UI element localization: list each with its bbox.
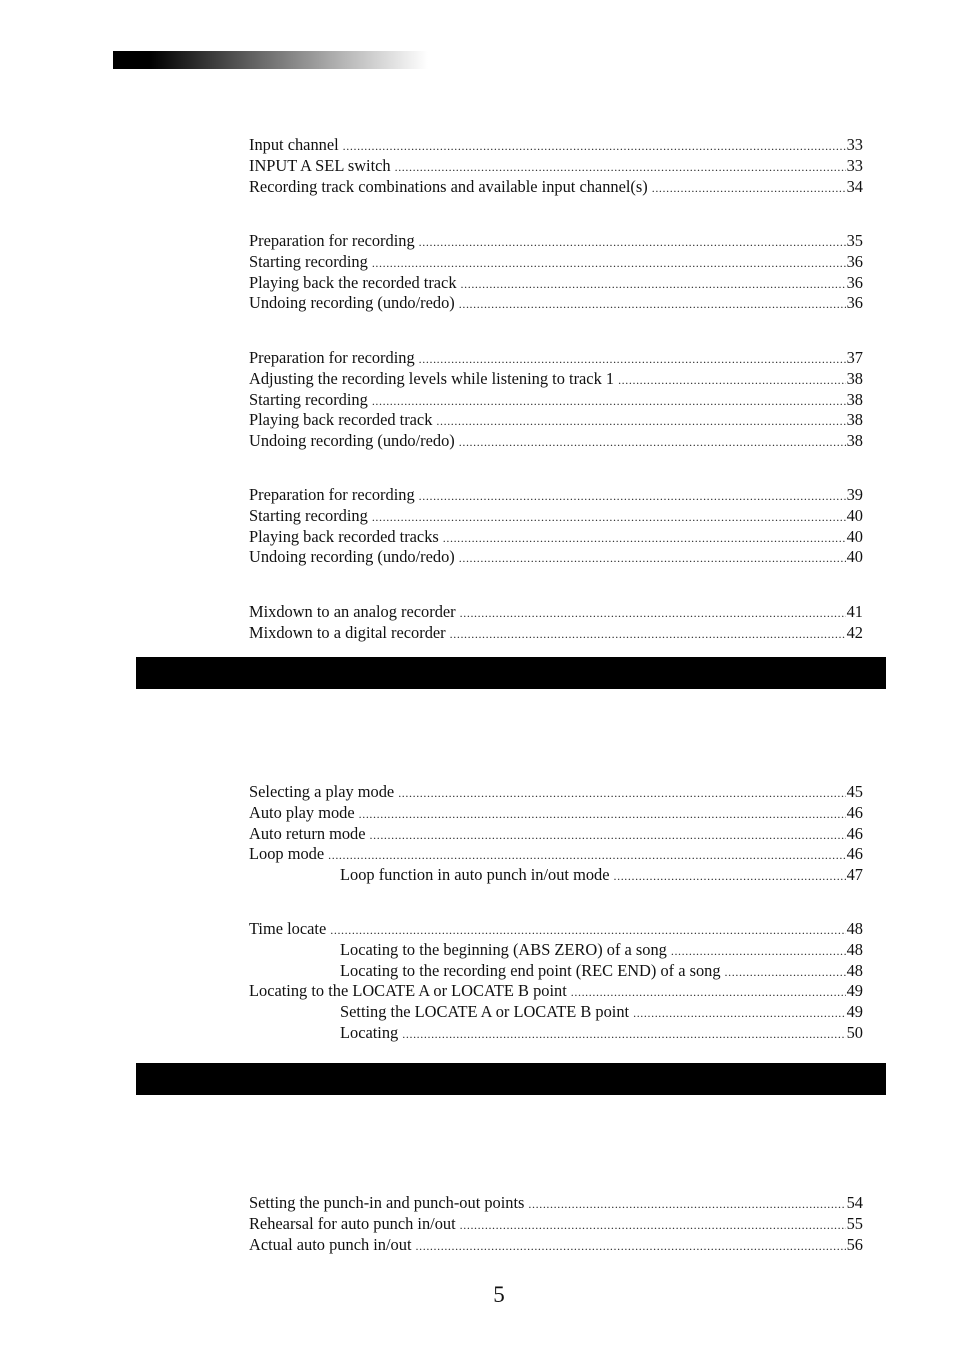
dot-leader — [571, 982, 846, 1003]
toc-entry — [249, 485, 863, 506]
toc-entry-page: 45 — [846, 782, 863, 801]
toc-entry-page: 48 — [846, 919, 863, 938]
toc-entry-page: 56 — [846, 1234, 863, 1254]
toc-entry — [249, 1235, 863, 1256]
toc-entry-title: Undoing recording (undo/redo) — [249, 547, 455, 567]
toc-entry-page: 54 — [846, 1193, 863, 1212]
toc-entry-title: Recording track combinations and available input channel(s) — [249, 176, 648, 196]
dot-leader — [330, 920, 845, 941]
toc-entry — [249, 293, 863, 314]
toc-entry-title: Locating to the beginning (ABS ZERO) of a song — [340, 939, 667, 959]
toc-entry-title: Undoing recording (undo/redo) — [249, 293, 455, 313]
toc-entry — [249, 252, 863, 273]
dot-leader — [402, 1024, 845, 1045]
toc-entry — [249, 782, 863, 803]
toc-entry-page: 36 — [846, 272, 863, 292]
toc-entry-title: Loop mode — [249, 844, 325, 864]
toc-entry-title: Adjusting the recording levels while listening to track 1 — [249, 368, 615, 388]
toc-entry — [249, 527, 863, 548]
toc-entry-title: Mixdown to a digital recorder — [249, 622, 446, 642]
toc-subentry — [249, 940, 863, 961]
toc-entry — [249, 506, 863, 527]
dot-leader — [460, 1215, 846, 1236]
toc-entry-page: 55 — [846, 1213, 863, 1233]
dot-leader — [459, 548, 846, 569]
toc-entry-page: 40 — [846, 526, 863, 546]
toc-entry-title: Playing back recorded tracks — [249, 526, 439, 546]
toc-group — [249, 135, 863, 197]
toc-group — [249, 1193, 863, 1255]
dot-leader — [416, 1236, 846, 1257]
toc-entry-title: Playing back the recorded track — [249, 272, 457, 292]
toc-entry-title: Auto play mode — [249, 802, 355, 822]
toc-entry-title: Time locate — [249, 919, 327, 938]
toc-entry-page: 49 — [846, 981, 863, 1001]
toc-entry-page: 34 — [846, 176, 863, 196]
toc-group — [249, 231, 863, 314]
dot-leader — [395, 157, 846, 178]
toc-entry — [249, 623, 863, 644]
toc-group — [249, 782, 863, 886]
dot-leader — [633, 1003, 846, 1024]
toc-entry-page: 40 — [846, 547, 863, 567]
toc-entry-page: 49 — [846, 1002, 863, 1022]
toc-entry-page: 38 — [846, 431, 863, 451]
dot-leader — [450, 624, 846, 645]
toc-entry — [249, 1214, 863, 1235]
toc-entry-page: 39 — [846, 485, 863, 504]
toc-subentry — [249, 1002, 863, 1023]
dot-leader — [398, 783, 845, 804]
toc-entry-title: Setting the punch-in and punch-out points — [249, 1193, 525, 1212]
dot-leader — [671, 941, 846, 962]
section-heading-bar — [136, 1063, 886, 1095]
toc-entry-title: Locating to the recording end point (REC END) of a song — [340, 960, 721, 980]
toc-entry — [249, 390, 863, 411]
toc-entry-title: Undoing recording (undo/redo) — [249, 431, 455, 451]
toc-subentry — [249, 865, 863, 886]
toc-entry — [249, 803, 863, 824]
toc-entry-page: 38 — [846, 368, 863, 388]
toc-entry — [249, 348, 863, 369]
toc-entry — [249, 981, 863, 1002]
dot-leader — [419, 349, 846, 370]
section-heading-bar — [136, 657, 886, 689]
toc-entry — [249, 369, 863, 390]
dot-leader — [459, 432, 846, 453]
toc-entry-title: Auto return mode — [249, 823, 366, 843]
toc-entry — [249, 547, 863, 568]
toc-entry-page: 41 — [846, 602, 863, 621]
toc-entry — [249, 231, 863, 252]
dot-leader — [436, 411, 845, 432]
toc-entry-title: Preparation for recording — [249, 231, 415, 250]
dot-leader — [461, 274, 846, 295]
toc-entry-page: 38 — [846, 389, 863, 409]
toc-entry — [249, 431, 863, 452]
toc-entry-page: 33 — [846, 135, 863, 154]
toc-entry-title: Rehearsal for auto punch in/out — [249, 1213, 456, 1233]
dot-leader — [459, 294, 846, 315]
toc-entry-title: Starting recording — [249, 505, 368, 525]
dot-leader — [419, 232, 846, 253]
dot-leader — [528, 1194, 845, 1215]
dot-leader — [343, 136, 846, 157]
toc-entry-page: 42 — [846, 622, 863, 642]
toc-entry-page: 46 — [846, 823, 863, 843]
toc-entry — [249, 177, 863, 198]
toc-entry-page: 46 — [846, 802, 863, 822]
toc-entry-title: Locating — [340, 1022, 399, 1042]
toc-entry-title: Playing back recorded track — [249, 410, 433, 430]
toc-entry-page: 36 — [846, 293, 863, 313]
dot-leader — [328, 845, 845, 866]
toc-entry-page: 46 — [846, 844, 863, 864]
dot-leader — [460, 603, 846, 624]
dot-leader — [372, 507, 846, 528]
toc-entry-title: Mixdown to an analog recorder — [249, 602, 456, 621]
toc-entry-page: 48 — [846, 939, 863, 959]
toc-entry — [249, 602, 863, 623]
toc-group — [249, 602, 863, 644]
toc-entry-page: 36 — [846, 251, 863, 271]
toc-entry — [249, 156, 863, 177]
toc-entry-title: Actual auto punch in/out — [249, 1234, 412, 1254]
dot-leader — [372, 253, 846, 274]
toc-subentry — [249, 1023, 863, 1044]
toc-entry-page: 38 — [846, 410, 863, 430]
toc-entry — [249, 410, 863, 431]
toc-entry-title: Preparation for recording — [249, 485, 415, 504]
toc-group — [249, 919, 863, 1044]
header-gradient-bar — [113, 51, 428, 69]
dot-leader — [614, 866, 846, 887]
dot-leader — [359, 804, 846, 825]
dot-leader — [419, 486, 846, 507]
toc-entry-title: Starting recording — [249, 389, 368, 409]
dot-leader — [652, 178, 846, 199]
toc-entry-page: 47 — [846, 865, 863, 885]
dot-leader — [370, 825, 846, 846]
dot-leader — [725, 962, 846, 983]
toc-entry — [249, 824, 863, 845]
toc-entry-title: Preparation for recording — [249, 348, 415, 367]
toc-entry-title: Loop function in auto punch in/out mode — [340, 865, 610, 885]
toc-entry — [249, 135, 863, 156]
toc-subentry — [249, 961, 863, 982]
dot-leader — [443, 528, 846, 549]
toc-entry-page: 33 — [846, 155, 863, 175]
dot-leader — [618, 370, 846, 391]
toc-entry-title: Input channel — [249, 135, 339, 154]
toc-entry-page: 37 — [846, 348, 863, 367]
toc-entry-page: 48 — [846, 960, 863, 980]
toc-group — [249, 348, 863, 452]
toc-entry — [249, 1193, 863, 1214]
dot-leader — [372, 391, 846, 412]
toc-entry-title: Locating to the LOCATE A or LOCATE B point — [249, 981, 567, 1001]
toc-entry-page: 50 — [846, 1022, 863, 1042]
toc-entry-title: Starting recording — [249, 251, 368, 271]
toc-group — [249, 485, 863, 568]
toc-entry-page: 35 — [846, 231, 863, 250]
toc-entry — [249, 273, 863, 294]
page-number: 5 — [493, 1282, 505, 1307]
toc-entry-title: INPUT A SEL switch — [249, 155, 391, 175]
toc-entry — [249, 919, 863, 940]
toc-entry-title: Setting the LOCATE A or LOCATE B point — [340, 1002, 630, 1022]
toc-entry-title: Selecting a play mode — [249, 782, 395, 801]
toc-entry-page: 40 — [846, 505, 863, 525]
toc-entry — [249, 844, 863, 865]
